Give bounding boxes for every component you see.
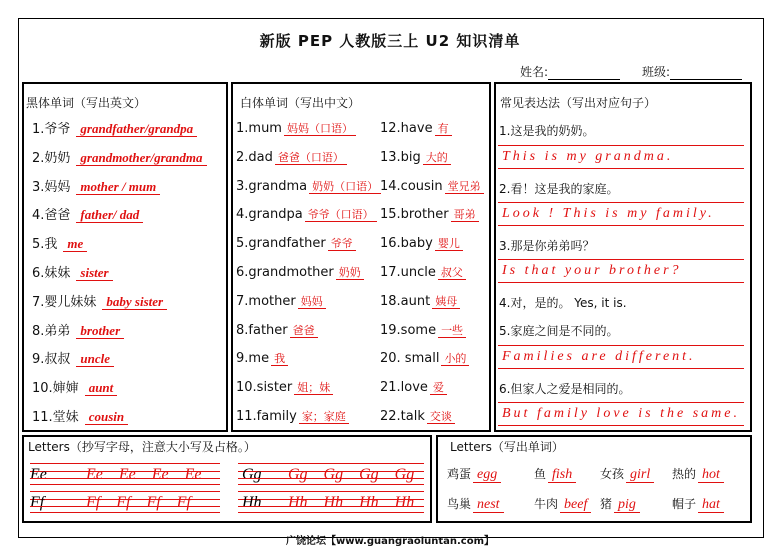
section-bold-words-heading: 黑体单词（写出英文） xyxy=(26,96,147,110)
item-label: 6.妹妹 xyxy=(32,266,71,281)
word-item xyxy=(534,465,576,483)
item-answer: father/ dad xyxy=(76,207,143,223)
expression-answer: Families are different. xyxy=(502,349,696,364)
item-label: 9.me xyxy=(236,351,270,367)
list-item xyxy=(32,290,167,314)
item-answer: mother / mum xyxy=(76,179,160,195)
item-answer: sister xyxy=(76,265,112,281)
item-label: 13.big xyxy=(380,149,421,165)
letter-model: Ff xyxy=(30,494,45,511)
list-item xyxy=(236,319,318,343)
item-answer: 爸爸 xyxy=(290,324,318,338)
expression-prompt: 4.对，是的。 Yes, it is. xyxy=(499,296,627,310)
expression-answer-lines xyxy=(498,202,744,226)
list-item xyxy=(236,347,288,371)
list-item xyxy=(236,290,326,314)
list-item xyxy=(380,376,447,400)
item-answer: 姨母 xyxy=(432,295,460,309)
item-answer: 姐；妹 xyxy=(294,381,333,395)
expression-prompt: 5.家庭之间是不同的。 xyxy=(499,324,619,338)
item-answer: 堂兄弟 xyxy=(445,180,484,194)
list-item xyxy=(380,175,484,199)
item-answer: 婴儿 xyxy=(435,237,463,251)
section-letters-words-heading: Letters（写出单词） xyxy=(450,440,564,454)
expression-prompt: 6.但家人之爱是相同的。 xyxy=(499,382,631,396)
word-answer: hot xyxy=(698,467,724,483)
word-answer: egg xyxy=(473,467,501,483)
word-hint: 牛肉 xyxy=(534,497,559,511)
list-item xyxy=(32,347,114,371)
item-label: 2.dad xyxy=(236,149,273,165)
word-answer: pig xyxy=(614,497,640,513)
item-label: 6.grandmother xyxy=(236,265,334,280)
list-item xyxy=(32,405,128,429)
item-label: 12.have xyxy=(380,121,433,136)
list-item xyxy=(380,117,452,141)
item-answer: 叔父 xyxy=(438,266,466,280)
word-answer: girl xyxy=(626,467,654,483)
letter-model: Hh xyxy=(242,494,262,511)
item-label: 5.grandfather xyxy=(236,236,326,252)
letter-copies: Gg Gg Gg Gg xyxy=(288,466,415,483)
item-answer: 一些 xyxy=(438,324,466,338)
item-answer: 交谈 xyxy=(427,410,455,424)
expression-answer: Is that your brother? xyxy=(502,263,682,278)
letter-writing-lines xyxy=(30,463,220,485)
list-item xyxy=(380,232,463,256)
list-item xyxy=(380,146,451,170)
item-answer: aunt xyxy=(85,380,118,396)
item-label: 7.婴儿妹妹 xyxy=(32,294,97,310)
word-item xyxy=(600,465,654,483)
letter-writing-lines xyxy=(30,491,220,513)
item-label: 8.弟弟 xyxy=(32,323,71,339)
list-item xyxy=(236,117,356,141)
item-answer: 哥弟 xyxy=(451,208,479,222)
item-label: 3.grandma xyxy=(236,178,308,194)
item-answer: 我 xyxy=(271,352,288,366)
expression-answer-lines xyxy=(498,259,744,283)
list-item xyxy=(380,405,455,429)
list-item xyxy=(380,290,460,314)
item-answer: baby sister xyxy=(102,294,167,310)
word-answer: nest xyxy=(473,497,504,513)
expression-answer: Look ! This is my family. xyxy=(502,206,715,221)
item-answer: 家；家庭 xyxy=(299,410,349,424)
footer-text: 广饶论坛【www.guangraoluntan.com】 xyxy=(285,536,495,547)
item-answer: 奶奶 xyxy=(336,266,364,280)
list-item xyxy=(236,232,356,256)
item-label: 1.mum xyxy=(236,121,282,136)
section-plain-words-heading: 白体单词（写出中文） xyxy=(240,96,361,110)
list-item xyxy=(236,376,333,400)
word-hint: 热的 xyxy=(672,467,697,481)
section-expressions-heading: 常见表达法（写出对应句子） xyxy=(500,96,657,110)
word-hint: 鸟巢 xyxy=(447,497,472,511)
list-item xyxy=(32,146,207,170)
name-label: 姓名: xyxy=(520,65,549,79)
word-item xyxy=(672,495,724,513)
word-hint: 鱼 xyxy=(534,467,547,481)
list-item xyxy=(380,319,466,343)
item-label: 15.brother xyxy=(380,207,449,223)
item-label: 3.妈妈 xyxy=(32,179,71,195)
letter-copies: Ff Ff Ff Ff xyxy=(86,494,191,511)
word-item xyxy=(600,495,640,513)
name-blank xyxy=(548,68,620,80)
word-hint: 猪 xyxy=(600,497,613,511)
name-field xyxy=(520,63,620,80)
item-label: 5.我 xyxy=(32,237,58,253)
item-label: 7.mother xyxy=(236,293,296,309)
item-label: 10.婶婶 xyxy=(32,381,79,397)
word-answer: beef xyxy=(560,497,591,513)
class-blank xyxy=(670,68,742,80)
item-answer: uncle xyxy=(76,351,114,367)
word-answer: hat xyxy=(698,497,724,513)
item-label: 11.family xyxy=(236,409,297,424)
item-label: 22.talk xyxy=(380,409,425,424)
item-answer: 小的 xyxy=(441,352,469,366)
letter-copies: Hh Hh Hh Hh xyxy=(288,494,415,511)
item-label: 21.love xyxy=(380,380,428,396)
list-item xyxy=(236,261,364,285)
item-answer: 有 xyxy=(435,122,452,136)
item-label: 4.grandpa xyxy=(236,207,303,223)
list-item xyxy=(32,117,197,141)
item-answer: 奶奶（口语） xyxy=(309,180,381,194)
page-title: 新版 PEP 人教版三上 U2 知识清单 xyxy=(259,32,521,50)
item-answer: me xyxy=(63,236,87,252)
item-label: 4.爸爸 xyxy=(32,208,71,224)
word-item xyxy=(447,495,504,513)
list-item xyxy=(380,347,469,371)
list-item xyxy=(380,261,466,285)
word-hint: 鸡蛋 xyxy=(447,467,472,481)
expression-answer: But family love is the same. xyxy=(502,406,740,421)
item-answer: 爱 xyxy=(430,381,447,395)
item-label: 18.aunt xyxy=(380,293,431,309)
list-item xyxy=(32,261,113,285)
class-field xyxy=(642,63,742,80)
list-item xyxy=(236,146,347,170)
item-answer: brother xyxy=(76,323,124,339)
word-hint: 帽子 xyxy=(672,497,697,511)
expression-prompt: 1.这是我的奶奶。 xyxy=(499,124,595,138)
item-label: 16.baby xyxy=(380,236,433,252)
letter-writing-lines xyxy=(238,491,424,513)
letter-model: Gg xyxy=(242,466,262,483)
list-item xyxy=(32,376,117,400)
item-answer: grandmother/grandma xyxy=(76,150,206,166)
item-answer: cousin xyxy=(85,409,128,425)
expression-answer: This is my grandma. xyxy=(502,149,674,164)
list-item xyxy=(236,203,377,227)
expression-answer-lines xyxy=(498,345,744,369)
item-label: 14.cousin xyxy=(380,178,443,194)
word-item xyxy=(672,465,724,483)
item-answer: 妈妈（口语） xyxy=(284,122,356,136)
letter-copies: Ee Ee Ee Ee xyxy=(86,466,202,483)
item-label: 1.爷爷 xyxy=(32,122,71,137)
item-label: 20. small xyxy=(380,351,440,367)
word-answer: fish xyxy=(548,467,576,483)
list-item xyxy=(380,203,479,227)
item-label: 11.堂妹 xyxy=(32,410,79,425)
item-label: 8.father xyxy=(236,322,288,338)
expression-prompt: 3.那是你弟弟吗？ xyxy=(499,239,595,253)
item-label: 17.uncle xyxy=(380,265,436,280)
expression-prompt: 2.看！这是我的家庭。 xyxy=(499,182,619,196)
item-label: 2.奶奶 xyxy=(32,150,71,166)
expression-answer-lines xyxy=(498,145,744,169)
letter-model: Ee xyxy=(30,466,47,483)
list-item xyxy=(236,175,381,199)
list-item xyxy=(32,232,87,256)
list-item xyxy=(32,319,124,343)
item-answer: 爷爷（口语） xyxy=(305,208,377,222)
item-answer: 爸爸（口语） xyxy=(275,151,347,165)
list-item xyxy=(236,405,349,429)
word-item xyxy=(447,465,501,483)
list-item xyxy=(32,175,160,199)
word-item xyxy=(534,495,591,513)
item-label: 19.some xyxy=(380,322,437,338)
item-answer: grandfather/grandpa xyxy=(76,121,197,137)
section-letters-copy-heading: Letters（抄写字母，注意大小写及占格。） xyxy=(28,440,256,454)
class-label: 班级: xyxy=(642,65,671,79)
item-label: 9.叔叔 xyxy=(32,352,71,368)
item-answer: 大的 xyxy=(423,151,451,165)
list-item xyxy=(32,203,143,227)
letter-writing-lines xyxy=(238,463,424,485)
item-answer: 爷爷 xyxy=(328,237,356,251)
item-answer: 妈妈 xyxy=(298,295,326,309)
word-hint: 女孩 xyxy=(600,467,625,481)
expression-answer-lines xyxy=(498,402,744,426)
item-label: 10.sister xyxy=(236,380,293,396)
